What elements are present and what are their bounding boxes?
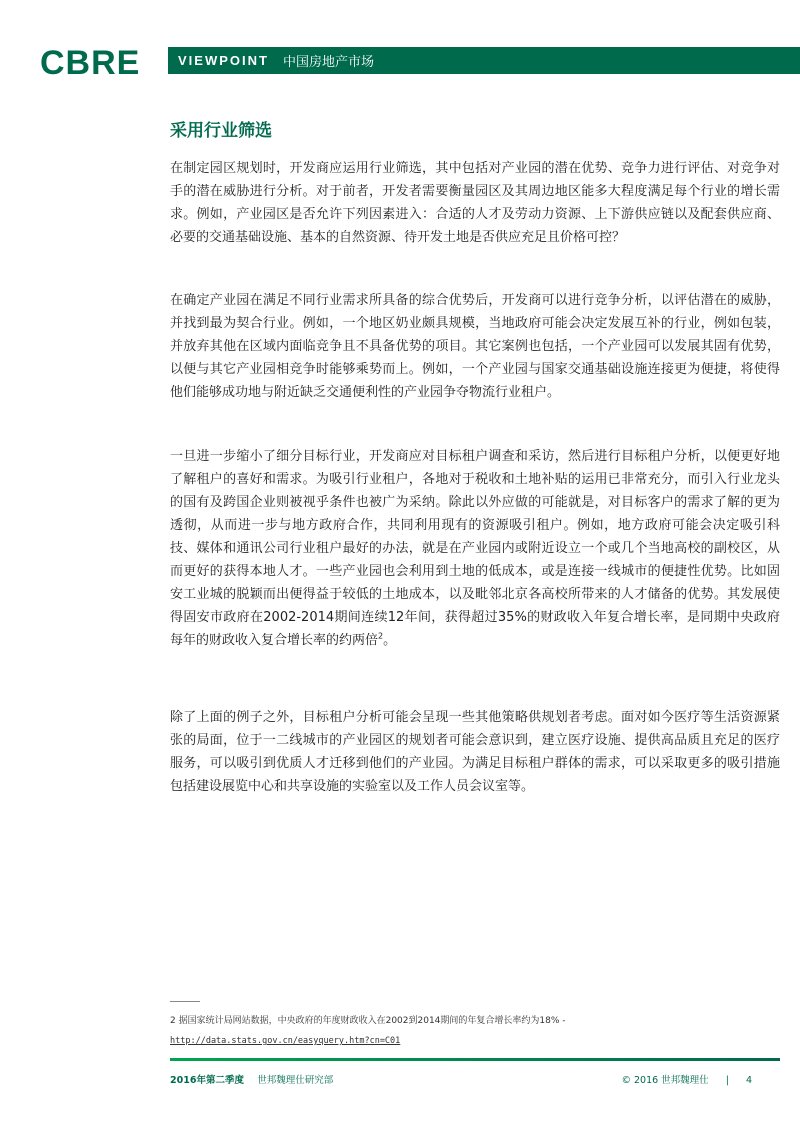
footer-copyright: © 2016 世邦魏理仕: [621, 1075, 709, 1086]
paragraph-2-text: 在确定产业园在满足不同行业需求所具备的综合优势后，开发商可以进行竞争分析，以评估潜在的威胁，并找到最为契合行业。例如，一个地区奶业颇具规模，当地政府可能会决定发展互补的行业，例如包装，并放弃其他在区域内面临竞争且不具备优势的项目。其它案例也包括，一个产业园可以发展其固有优势，以便与其它产业园相竞争时能够乘势而上。例如，一个产业园与国家交通基础设施连接更为便捷，将使得他们能够成功地与附近缺乏交通便利性的产业园争夺物流行业租户。: [170, 293, 780, 400]
paragraph-3-end: 。: [383, 633, 397, 648]
footnote-divider: [170, 1001, 200, 1002]
header-banner: [168, 47, 800, 74]
paragraph-1-text: 在制定园区规划时，开发商应运用行业筛选，其中包括对产业园的潜在优势、竞争力进行评估、对竞争对手的潜在威胁进行分析。对于前者，开发者需要衡量园区及其周边地区能多大程度满足每个行业的增长需求。例如，产业园区是否允许下列因素进入：合适的人才及劳动力资源、上下游供应链以及配套供应商、必要的交通基础设施、基本的自然资源、待开发土地是否供应充足且价格可控？: [170, 161, 780, 245]
paragraph-4: [170, 706, 780, 798]
footer-right: [621, 1072, 752, 1086]
footer-separator: |: [725, 1075, 729, 1086]
report-subtitle: 中国房地产市场: [282, 55, 374, 70]
paragraph-4-text: 除了上面的例子之外，目标租户分析可能会呈现一些其他策略供规划者考虑。面对如今医疗等生活资源紧张的局面，位于一二线城市的产业园区的规划者可能会意识到，建立医疗设施、提供高品质且充足的医疗服务，可以吸引到优质人才迁移到他们的产业园。为满足目标租户群体的需求，可以采取更多的吸引措施包括建设展览中心和共享设施的实验室以及工作人员会议室等。: [170, 710, 780, 794]
paragraph-1: [170, 157, 780, 249]
footnote-link[interactable]: http://data.stats.gov.cn/easyquery.htm?cn=C01: [170, 1036, 401, 1046]
footer-rule: [170, 1058, 780, 1061]
page-number: 4: [745, 1075, 752, 1086]
footer-left: [170, 1072, 333, 1086]
footer-department: 世邦魏理仕研究部: [257, 1075, 334, 1086]
paragraph-3-text: [170, 445, 780, 652]
series-label: VIEWPOINT: [178, 53, 269, 68]
paragraph-3-body: 一旦进一步缩小了细分目标行业，开发商应对目标租户调查和采访，然后进行目标租户分析，以便更好地了解租户的喜好和需求。为吸引行业租户，各地对于税收和土地补贴的运用已非常充分，而引入行业龙头的国有及跨国企业则被视乎条件也被广为采纳。除此以外应做的可能就是，对目标客户的需求了解的更为透彻，从而进一步与地方政府合作，共同利用现有的资源吸引租户。例如，地方政府可能会决定吸引科技、媒体和通讯公司行业租户最好的办法，就是在产业园内或附近设立一个或几个当地高校的副校区，从而更好的获得本地人才。一些产业园也会利用到土地的低成本，或是连接一线城市的便捷性优势。比如固安工业城的脱颖而出便得益于较低的土地成本，以及毗邻北京各高校所带来的人才储备的优势。其发展使得固安市政府在2002-2014期间连续12年间，获得超过35%的财政收入年复合增长率，是同期中央政府每年的财政收入复合增长率的约两倍: [170, 449, 780, 648]
section-heading: 采用行业筛选: [170, 121, 272, 141]
footer-quarter: 2016年第二季度: [170, 1075, 244, 1086]
paragraph-3: [170, 445, 780, 652]
footnote-text: 2 据国家统计局网站数据，中央政府的年度财政收入在2002到2014期间的年复合增长率约为18% -: [170, 1016, 566, 1026]
cbre-logo: CBRE: [40, 44, 141, 82]
paragraph-2: [170, 289, 780, 404]
footnote-ref[interactable]: 2: [378, 631, 384, 641]
